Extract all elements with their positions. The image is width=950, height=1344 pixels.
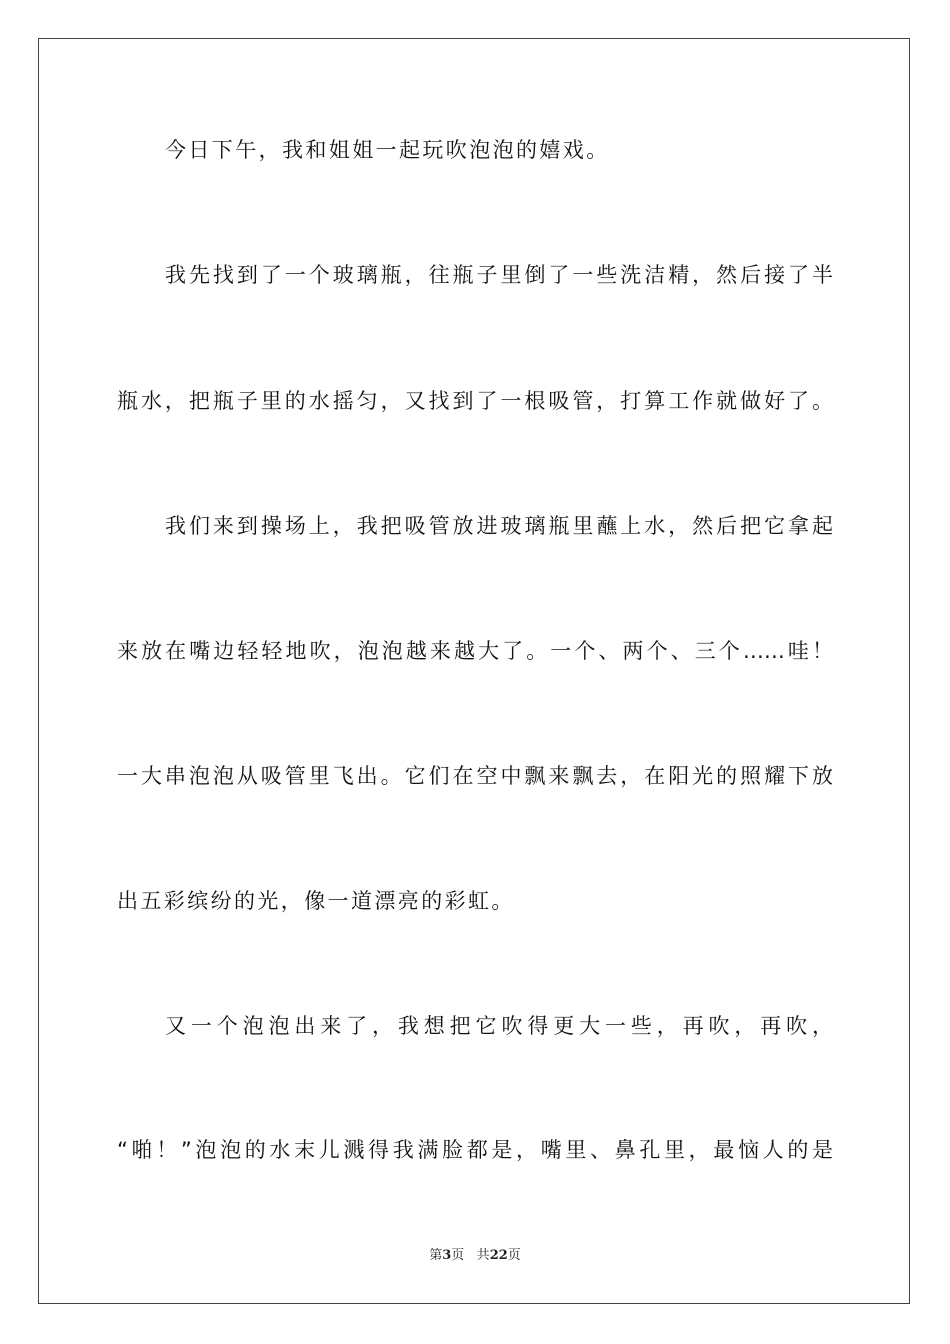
page-footer bbox=[0, 1247, 950, 1265]
footer-total-prefix: 共 bbox=[476, 1248, 490, 1263]
paragraph-line: 一大串泡泡从吸管里飞出。它们在空中飘来飘去，在阳光的照耀下放 bbox=[117, 764, 833, 788]
page-frame bbox=[38, 38, 910, 1304]
paragraph-line: 来放在嘴边轻轻地吹，泡泡越来越大了。一个、两个、三个……哇！ bbox=[117, 639, 833, 663]
paragraph-line: 我们来到操场上，我把吸管放进玻璃瓶里蘸上水，然后把它拿起 bbox=[165, 514, 833, 538]
paragraph-line: 今日下午，我和姐姐一起玩吹泡泡的嬉戏。 bbox=[165, 138, 610, 162]
footer-total-suffix: 页 bbox=[507, 1248, 521, 1263]
paragraph-line: 我先找到了一个玻璃瓶，往瓶子里倒了一些洗洁精，然后接了半 bbox=[165, 263, 833, 287]
current-page-number: 3 bbox=[442, 1248, 452, 1263]
paragraph-line: 出五彩缤纷的光，像一道漂亮的彩虹。 bbox=[117, 889, 515, 913]
total-pages-number: 22 bbox=[489, 1248, 508, 1263]
footer-prefix: 第 bbox=[429, 1248, 443, 1263]
paragraph-line: “啪！”泡泡的水末儿溅得我满脸都是，嘴里、鼻孔里，最恼人的是 bbox=[117, 1138, 833, 1162]
paragraph-line: 又一个泡泡出来了，我想把它吹得更大一些，再吹，再吹， bbox=[165, 1014, 833, 1038]
paragraph-line: 瓶水，把瓶子里的水摇匀，又找到了一根吸管，打算工作就做好了。 bbox=[117, 389, 833, 413]
footer-page-suffix: 页 bbox=[451, 1248, 465, 1263]
